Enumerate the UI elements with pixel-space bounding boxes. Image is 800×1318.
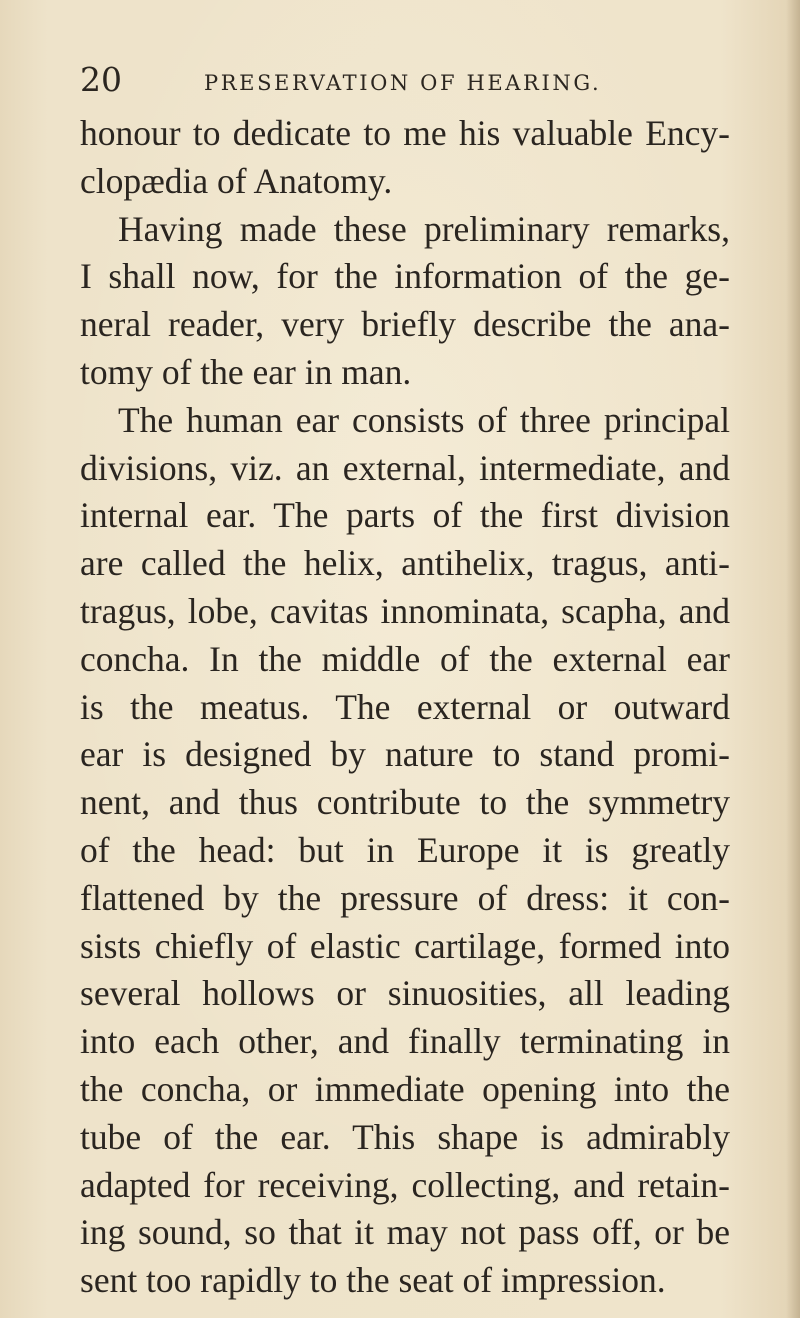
running-head: PRESERVATION OF HEARING. <box>204 71 602 95</box>
page-number: 20 <box>80 60 122 99</box>
text-line: the concha, or immediate opening into the <box>80 1068 730 1109</box>
text-line: concha. In the middle of the external ear <box>80 638 730 679</box>
text-line: adapted for receiving, collecting, and retain- <box>80 1164 730 1205</box>
text-line: nent, and thus contribute to the symmetry <box>80 782 730 823</box>
page-header <box>80 58 720 102</box>
text-line: flattened by the pressure of dress: it con- <box>80 877 730 918</box>
text-line: into each other, and finally terminating in <box>80 1021 730 1062</box>
text-line: internal ear. The parts of the first division <box>80 495 730 536</box>
text-line: ing sound, so that it may not pass off, or be <box>80 1212 730 1253</box>
text-line: are called the helix, antihelix, tragus, anti- <box>80 543 730 584</box>
text-line: neral reader, very briefly describe the ana- <box>80 304 730 345</box>
text-line: The human ear consists of three principal <box>118 399 730 440</box>
text-line: of the head: but in Europe it is greatly <box>80 829 730 870</box>
text-line: ear is designed by nature to stand promi- <box>80 734 730 775</box>
text-line: tomy of the ear in man. <box>80 351 412 392</box>
text-line: honour to dedicate to me his valuable Ency- <box>80 113 730 153</box>
text-line: sent too rapidly to the seat of impression. <box>80 1260 666 1301</box>
body-text <box>80 110 730 1305</box>
text-line: is the meatus. The external or outward <box>80 686 730 727</box>
text-line: Having made these preliminary remarks, <box>118 208 730 249</box>
text-line: clopædia of Anatomy. <box>80 160 393 201</box>
text-line: sists chiefly of elastic cartilage, formed into <box>80 925 730 966</box>
text-line: several hollows or sinuosities, all leading <box>80 973 730 1014</box>
text-line: divisions, viz. an external, intermediate, and <box>80 447 730 488</box>
page-edge-shadow <box>786 0 800 1318</box>
text-line: tube of the ear. This shape is admirably <box>80 1116 730 1157</box>
text-line: tragus, lobe, cavitas innominata, scapha, and <box>80 590 730 631</box>
text-line: I shall now, for the information of the ge- <box>80 256 730 297</box>
